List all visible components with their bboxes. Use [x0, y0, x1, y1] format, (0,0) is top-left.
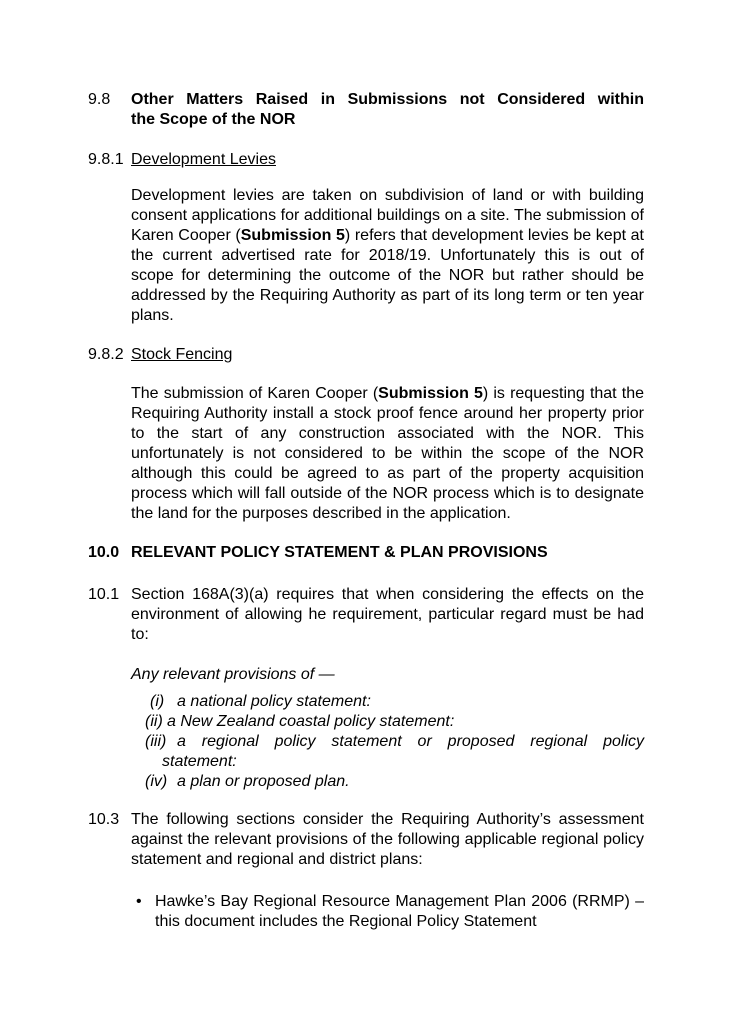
section-number-9-8-1: 9.8.1: [88, 151, 124, 168]
bullet-icon: •: [136, 893, 142, 910]
paragraph-text: The submission of Karen Cooper (: [131, 385, 379, 402]
provisions-intro: Any relevant provisions of —: [131, 666, 335, 683]
paragraph-text: ) is requesting that the Requiring Authority install a stock proof fence around her property prior to the start of any construction associated with the NOR. This unfortunately is not considered to be within the scope of the NOR although this could be agreed to as part of the property acquisition process which will fall outside of the NOR process which is to designate the land for the purposes described in the application.: [131, 385, 645, 522]
bullet-item-rrmp: Hawke’s Bay Regional Resource Management Plan 2006 (RRMP) – this document includes the Regional Policy Statement: [155, 893, 644, 930]
paragraph-10-3: The following sections consider the Requiring Authority’s assessment against the relevant provisions of the following applicable regional policy statement and regional and district plans:: [131, 811, 644, 868]
provision-label-i: (i): [150, 693, 165, 710]
submission-reference: Submission 5: [240, 227, 345, 244]
section-title-10-0: RELEVANT POLICY STATEMENT & PLAN PROVISIONS: [131, 544, 548, 561]
provision-text-iii-cont: statement:: [162, 753, 237, 770]
section-number-10-1: 10.1: [88, 586, 120, 603]
provision-label-iii: (iii): [145, 733, 167, 750]
provision-text-i: a national policy statement:: [177, 693, 371, 710]
section-title-9-8-line2: the Scope of the NOR: [131, 111, 296, 128]
provision-label-iv: (iv): [145, 773, 168, 790]
provision-text-ii: a New Zealand coastal policy statement:: [167, 713, 455, 730]
section-title-9-8-line1: Other Matters Raised in Submissions not Considered within: [131, 91, 644, 108]
submission-reference: Submission 5: [378, 385, 483, 402]
section-number-9-8-2: 9.8.2: [88, 346, 124, 363]
provision-label-ii: (ii): [145, 713, 163, 730]
section-title-9-8: [131, 90, 644, 130]
section-number-9-8: 9.8: [88, 91, 111, 108]
paragraph-text: ) refers that development levies be kept at the current advertised rate for 2018/19. Unfortunately this is out of scope for determining the outcome of the NOR but rather should be addressed by the Requiring Authority as part of its long term or ten year plans.: [131, 227, 644, 324]
heading-development-levies: Development Levies: [131, 151, 276, 168]
heading-stock-fencing: Stock Fencing: [131, 346, 233, 363]
provision-text-iv: a plan or proposed plan.: [177, 773, 350, 790]
paragraph-text: Development levies are taken on subdivision of land or with building consent applications for additional buildings on a site. The submission of Karen Cooper (: [131, 187, 644, 244]
provision-text-iii: a regional policy statement or proposed regional policy: [177, 733, 644, 750]
section-number-10-3: 10.3: [88, 811, 120, 828]
paragraph-10-1: Section 168A(3)(a) requires that when considering the effects on the environment of allowing he requirement, particular regard must be had to:: [131, 586, 644, 643]
section-number-10-0: 10.0: [88, 544, 120, 561]
paragraph-development-levies: [131, 186, 644, 326]
paragraph-stock-fencing: [131, 384, 644, 524]
